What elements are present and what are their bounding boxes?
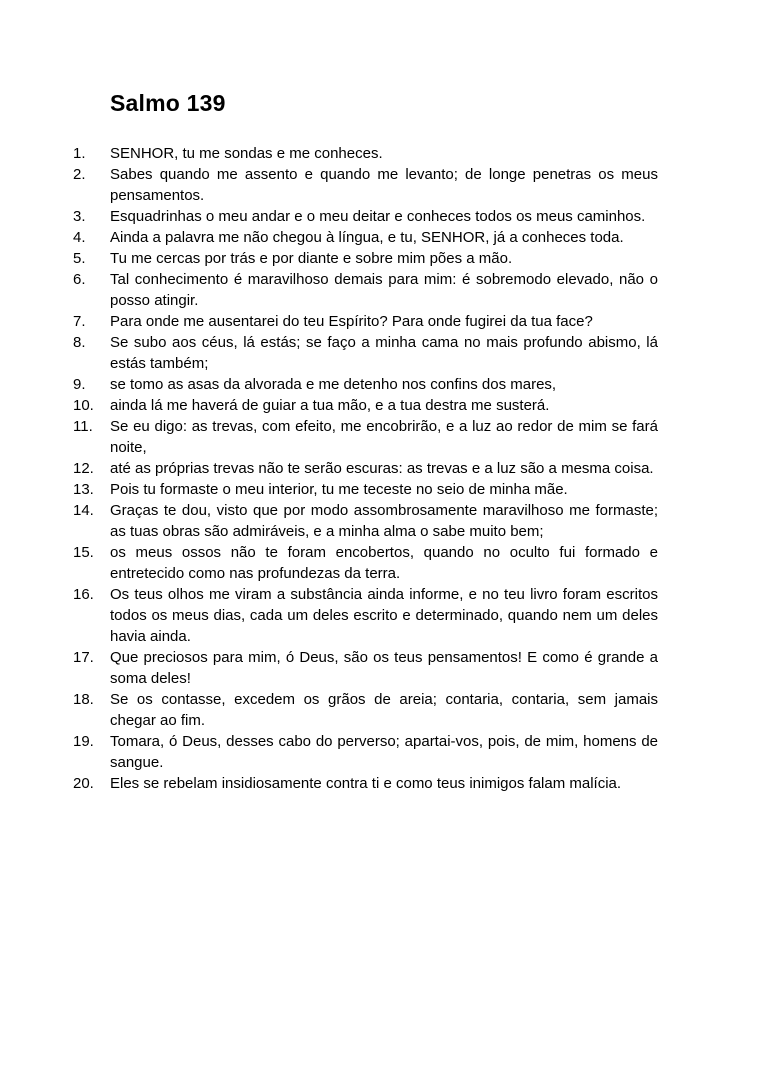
verse-number: 1.	[73, 145, 86, 162]
verse-number: 14.	[73, 502, 94, 519]
verse-number: 16.	[73, 586, 94, 603]
verse-number: 11.	[73, 418, 93, 435]
verse-number: 2.	[73, 166, 86, 183]
verse-number: 9.	[73, 376, 86, 393]
verse-number: 4.	[73, 229, 86, 246]
verse-number: 15.	[73, 544, 94, 561]
verse-item	[73, 773, 658, 794]
verse-number: 8.	[73, 334, 86, 351]
verse-item	[73, 248, 658, 269]
verse-item	[73, 164, 658, 206]
verse-number: 6.	[73, 271, 86, 288]
verse-text: Esquadrinhas o meu andar e o meu deitar e conheces todos os meus caminhos.	[110, 208, 646, 225]
page-title: Salmo 139	[110, 90, 226, 116]
verse-text: Se os contasse, excedem os grãos de areia; contaria, contaria, sem jamais chegar ao fim.	[110, 691, 658, 729]
verse-item	[73, 395, 658, 416]
verse-item	[73, 584, 658, 647]
verse-item	[73, 374, 658, 395]
verse-text: Se eu digo: as trevas, com efeito, me encobrirão, e a luz ao redor de mim se fará noite,	[110, 418, 658, 456]
verse-item	[73, 269, 658, 311]
verse-text: SENHOR, tu me sondas e me conheces.	[110, 145, 383, 162]
verse-item	[73, 332, 658, 374]
verse-number: 13.	[73, 481, 94, 498]
verse-text: Se subo aos céus, lá estás; se faço a minha cama no mais profundo abismo, lá estás também;	[110, 334, 658, 372]
verse-number: 18.	[73, 691, 94, 708]
verse-text: os meus ossos não te foram encobertos, quando no oculto fui formado e entretecido como nas profundezas da terra.	[110, 544, 658, 582]
verse-number: 17.	[73, 649, 94, 666]
verse-number: 19.	[73, 733, 94, 750]
verse-text: Que preciosos para mim, ó Deus, são os teus pensamentos! E como é grande a soma deles!	[110, 649, 658, 687]
verse-number: 12.	[73, 460, 94, 477]
verse-item	[73, 647, 658, 689]
verse-number: 7.	[73, 313, 86, 330]
verse-item	[73, 500, 658, 542]
verse-item	[73, 227, 658, 248]
verse-text: ainda lá me haverá de guiar a tua mão, e a tua destra me susterá.	[110, 397, 550, 414]
verse-list	[73, 143, 658, 794]
verse-text: Tu me cercas por trás e por diante e sobre mim pões a mão.	[110, 250, 513, 267]
verse-text: Sabes quando me assento e quando me levanto; de longe penetras os meus pensamentos.	[110, 166, 658, 204]
verse-text: Os teus olhos me viram a substância ainda informe, e no teu livro foram escritos todos os meus dias, cada um deles escrito e determinado, quando nem um deles havia ainda.	[110, 586, 658, 645]
verse-number: 3.	[73, 208, 86, 225]
verse-text: Tal conhecimento é maravilhoso demais para mim: é sobremodo elevado, não o posso atingir.	[110, 271, 658, 309]
verse-text: Graças te dou, visto que por modo assombrosamente maravilhoso me formaste; as tuas obras são admiráveis, e a minha alma o sabe muito bem;	[110, 502, 658, 540]
verse-item	[73, 458, 658, 479]
verse-item	[73, 689, 658, 731]
verse-text: se tomo as asas da alvorada e me detenho nos confins dos mares,	[110, 376, 557, 393]
verse-text: Eles se rebelam insidiosamente contra ti e como teus inimigos falam malícia.	[110, 775, 622, 792]
verse-item	[73, 143, 658, 164]
verse-text: até as próprias trevas não te serão escuras: as trevas e a luz são a mesma coisa.	[110, 460, 654, 477]
verse-text: Para onde me ausentarei do teu Espírito? Para onde fugirei da tua face?	[110, 313, 593, 330]
verse-text: Ainda a palavra me não chegou à língua, e tu, SENHOR, já a conheces toda.	[110, 229, 624, 246]
verse-item	[73, 416, 658, 458]
verse-item	[73, 731, 658, 773]
verse-number: 5.	[73, 250, 86, 267]
verse-item	[73, 311, 658, 332]
verse-number: 10.	[73, 397, 94, 414]
verse-item	[73, 542, 658, 584]
verse-text: Tomara, ó Deus, desses cabo do perverso; apartai-vos, pois, de mim, homens de sangue.	[110, 733, 658, 771]
verse-item	[73, 479, 658, 500]
verse-text: Pois tu formaste o meu interior, tu me teceste no seio de minha mãe.	[110, 481, 568, 498]
verse-number: 20.	[73, 775, 94, 792]
verse-item	[73, 206, 658, 227]
